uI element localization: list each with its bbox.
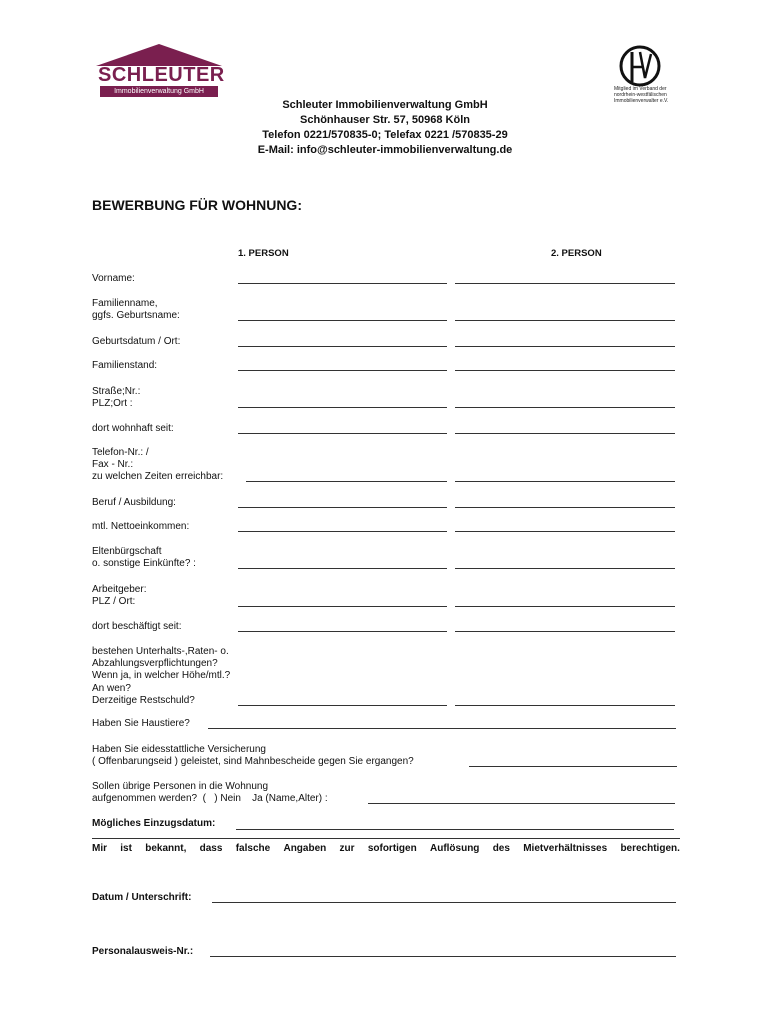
- input-arbeitgeber-1[interactable]: [238, 606, 447, 607]
- input-arbeitgeber-2[interactable]: [455, 606, 675, 607]
- input-telefon-1[interactable]: [246, 481, 447, 482]
- label-telefon: Telefon-Nr.: / Fax - Nr.: zu welchen Zeiten erreichbar:: [92, 447, 224, 483]
- input-einkommen-2[interactable]: [455, 531, 675, 532]
- label-beschaeftigt: dort beschäftigt seit:: [92, 621, 182, 632]
- label-familienname: Familienname, ggfs. Geburtsname:: [92, 298, 180, 322]
- disclaimer: [92, 843, 680, 854]
- disclaimer-word: bekannt,: [145, 843, 187, 854]
- logo-name: SCHLEUTER: [98, 64, 225, 86]
- input-datum-unterschrift[interactable]: [212, 902, 676, 903]
- input-telefon-2[interactable]: [455, 481, 675, 482]
- label-arbeitgeber: Arbeitgeber: PLZ / Ort:: [92, 584, 147, 608]
- disclaimer-word: Auflösung: [429, 843, 480, 854]
- input-geburtsdatum-2[interactable]: [455, 346, 675, 347]
- input-beruf-1[interactable]: [238, 507, 447, 508]
- label-personen: Sollen übrige Personen in die Wohnung aufgenommen werden? ( ) Nein Ja (Name,Alter) :: [92, 781, 328, 805]
- input-einzug[interactable]: [236, 829, 674, 830]
- roof-icon: [96, 44, 222, 66]
- input-geburtsdatum-1[interactable]: [238, 346, 447, 347]
- label-verpflichtungen: bestehen Unterhalts-,Raten- o. Abzahlungsverpflichtungen? Wenn ja, in welcher Höhe/mtl.? An wen? Derzeitige Restschuld?: [92, 646, 231, 706]
- input-buergschaft-1[interactable]: [238, 568, 447, 569]
- company-address: Schönhauser Str. 57, 50968 Köln: [300, 114, 470, 126]
- input-beschaeftigt-2[interactable]: [455, 631, 675, 632]
- association-logo: [608, 44, 680, 106]
- association-text: Mitglied im Verband der nordrhein-westfälischen Immobilienverwalter e.V.: [614, 86, 669, 104]
- input-versicherung[interactable]: [469, 766, 677, 767]
- disclaimer-word: Mietverhältnisses: [523, 843, 608, 854]
- input-personalausweis[interactable]: [210, 956, 676, 957]
- input-beschaeftigt-1[interactable]: [238, 631, 447, 632]
- disclaimer-word: Angaben: [283, 843, 327, 854]
- label-einkommen: mtl. Nettoeinkommen:: [92, 521, 190, 532]
- label-buergschaft: Eltenbürgschaft o. sonstige Einkünfte? :: [92, 546, 196, 570]
- input-haustiere[interactable]: [208, 728, 676, 729]
- input-buergschaft-2[interactable]: [455, 568, 675, 569]
- label-wohnhaft: dort wohnhaft seit:: [92, 423, 174, 434]
- label-ausweis: Personalausweis-Nr.:: [92, 946, 194, 957]
- input-verpflichtungen-1[interactable]: [238, 705, 447, 706]
- disclaimer-word: falsche: [235, 843, 271, 854]
- label-vorname: Vorname:: [92, 273, 135, 284]
- company-phone: Telefon 0221/570835-0; Telefax 0221 /570835-29: [262, 129, 508, 141]
- company-name: Schleuter Immobilienverwaltung GmbH: [282, 99, 488, 111]
- label-haustiere: Haben Sie Haustiere?: [92, 718, 190, 729]
- company-email: E-Mail: info@schleuter-immobilienverwaltung.de: [257, 144, 513, 156]
- company-header: [150, 98, 620, 158]
- input-wohnhaft-2[interactable]: [455, 433, 675, 434]
- company-logo: [96, 44, 225, 98]
- disclaimer-word: Mir: [92, 843, 107, 854]
- input-vorname-2[interactable]: [455, 283, 675, 284]
- disclaimer-word: des: [492, 843, 510, 854]
- disclaimer-word: berechtigen.: [620, 843, 680, 854]
- label-einzug: Mögliches Einzugsdatum:: [92, 818, 216, 829]
- column-person-2: 2. PERSON: [551, 248, 602, 259]
- form-title: BEWERBUNG FÜR WOHNUNG:: [92, 197, 302, 213]
- input-familienstand-1[interactable]: [238, 370, 447, 371]
- disclaimer-word: ist: [120, 843, 132, 854]
- input-familienname-2[interactable]: [455, 320, 675, 321]
- label-strasse: Straße;Nr.: PLZ;Ort :: [92, 386, 141, 410]
- input-beruf-2[interactable]: [455, 507, 675, 508]
- logo-subtitle: Immobilienverwaltung GmbH: [100, 86, 218, 97]
- label-versicherung: Haben Sie eidesstattliche Versicherung ( Offenbarungseid ) geleistet, sind Mahnbescheide gegen Sie ergangen?: [92, 744, 414, 768]
- input-einkommen-1[interactable]: [238, 531, 447, 532]
- input-strasse-2[interactable]: [455, 407, 675, 408]
- input-vorname-1[interactable]: [238, 283, 447, 284]
- disclaimer-word: sofortigen: [367, 843, 417, 854]
- input-familienstand-2[interactable]: [455, 370, 675, 371]
- input-personen[interactable]: [368, 803, 675, 804]
- hv-emblem-icon: [618, 44, 662, 88]
- input-verpflichtungen-2[interactable]: [455, 705, 675, 706]
- label-beruf: Beruf / Ausbildung:: [92, 497, 176, 508]
- divider: [92, 838, 680, 839]
- label-familienstand: Familienstand:: [92, 360, 158, 371]
- input-wohnhaft-1[interactable]: [238, 433, 447, 434]
- disclaimer-word: zur: [339, 843, 355, 854]
- input-strasse-1[interactable]: [238, 407, 447, 408]
- disclaimer-word: dass: [199, 843, 223, 854]
- label-datum: Datum / Unterschrift:: [92, 892, 192, 903]
- label-geburtsdatum: Geburtsdatum / Ort:: [92, 336, 181, 347]
- input-familienname-1[interactable]: [238, 320, 447, 321]
- column-person-1: 1. PERSON: [238, 248, 289, 259]
